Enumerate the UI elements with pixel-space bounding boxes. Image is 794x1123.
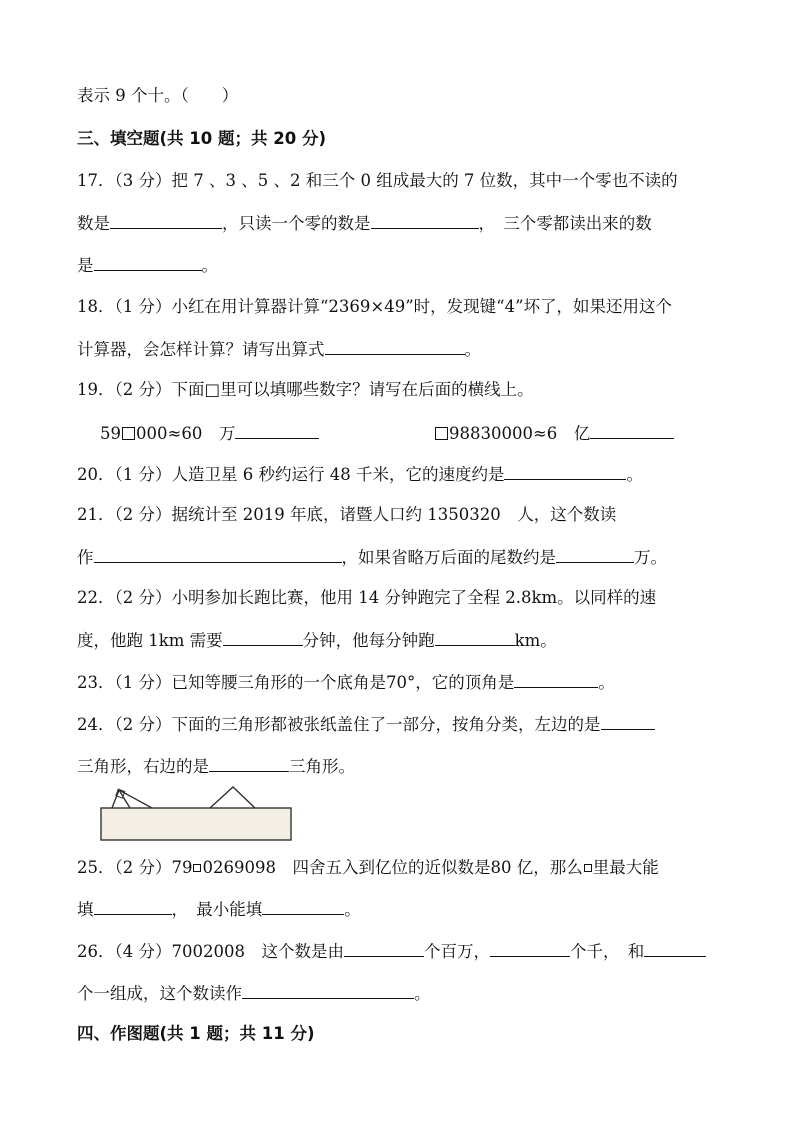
answer-blank[interactable] [590,421,674,439]
answer-blank[interactable] [344,939,424,957]
q18-line1: 18．（1 分）小红在用计算器计算“2369×49”时，发现键“4”坏了，如果还用这个 [77,297,673,316]
answer-blank[interactable] [223,628,303,646]
answer-blank[interactable] [644,939,706,957]
answer-blank[interactable] [490,939,570,957]
q18-line2: 计算器，会怎样计算？请写出算式 。 [77,337,481,362]
q24-line1: 24．（2 分）下面的三角形都被张纸盖住了一部分，按角分类，左边的是 [77,712,655,737]
answer-blank[interactable] [94,897,172,915]
answer-blank[interactable] [94,545,342,563]
paper-cover [101,808,291,840]
q24-line2: 三角形，右边的是 三角形。 [77,754,355,779]
q23-line1: 23．（1 分）已知等腰三角形的一个底角是70°，它的顶角是 。 [77,670,615,695]
q19-line1: 19．（2 分）下面□里可以填哪些数字？请写在后面的横线上。 [77,380,534,399]
q22-line1: 22．（2 分）小明参加长跑比赛，他用 14 分钟跑完了全程 2.8km。以同样的速 [77,588,657,607]
answer-blank[interactable] [601,712,655,730]
answer-blank[interactable] [435,628,515,646]
answer-blank[interactable] [262,897,344,915]
q19-item1: 59 000≈60 万 [100,421,319,446]
box-placeholder [435,427,448,440]
section-4-heading: 四、作图题(共 1 题；共 11 分) [77,1024,315,1043]
q17-line2: 数是 ，只读一个零的数是 ， 三个零都读出来的数 [77,211,652,236]
q22-line2: 度，他跑 1km 需要 分钟，他每分钟跑 km。 [77,628,557,653]
answer-blank[interactable] [110,211,222,229]
answer-blank[interactable] [325,337,465,355]
q20-line1: 20．（1 分）人造卫星 6 秒约运行 48 千米，它的速度约是 。 [77,462,643,487]
q19-item2: 98830000≈6 亿 [434,421,674,446]
box-placeholder [584,864,592,872]
answer-blank[interactable] [504,462,626,480]
q16-tail: 表示 9 个十。（ ） [77,86,239,105]
box-placeholder [193,864,201,872]
q25-line2: 填 ， 最小能填 。 [77,897,361,922]
covered-triangles-figure [100,784,296,844]
q21-line1: 21．（2 分）据统计至 2019 年底，诸暨人口约 1350320 人，这个数读 [77,505,617,524]
q25-line1: 25．（2 分）79 0269098 四舍五入到亿位的近似数是80 亿，那么 里最大能 [77,858,659,877]
q17-line1: 17．（3 分）把 7 、3 、5 、2 和三个 0 组成最大的 7 位数，其中一个零也不读的 [77,171,678,190]
answer-blank[interactable] [209,754,289,772]
q17-line3: 是 。 [77,253,218,278]
answer-blank[interactable] [242,981,414,999]
q21-line2: 作 ，如果省略万后面的尾数约是 万。 [77,545,667,570]
answer-blank[interactable] [556,545,634,563]
q26-line2: 个一组成，这个数读作 。 [77,981,431,1006]
answer-blank[interactable] [235,421,319,439]
q26-line1: 26．（4 分）7002008 这个数是由 个百万， 个千， 和 [77,939,706,964]
answer-blank[interactable] [94,253,202,271]
right-triangle [210,787,255,808]
section-3-heading: 三、填空题(共 10 题；共 20 分) [77,129,326,148]
answer-blank[interactable] [371,211,479,229]
answer-blank[interactable] [514,670,598,688]
left-triangle [112,790,130,808]
box-placeholder [122,427,135,440]
